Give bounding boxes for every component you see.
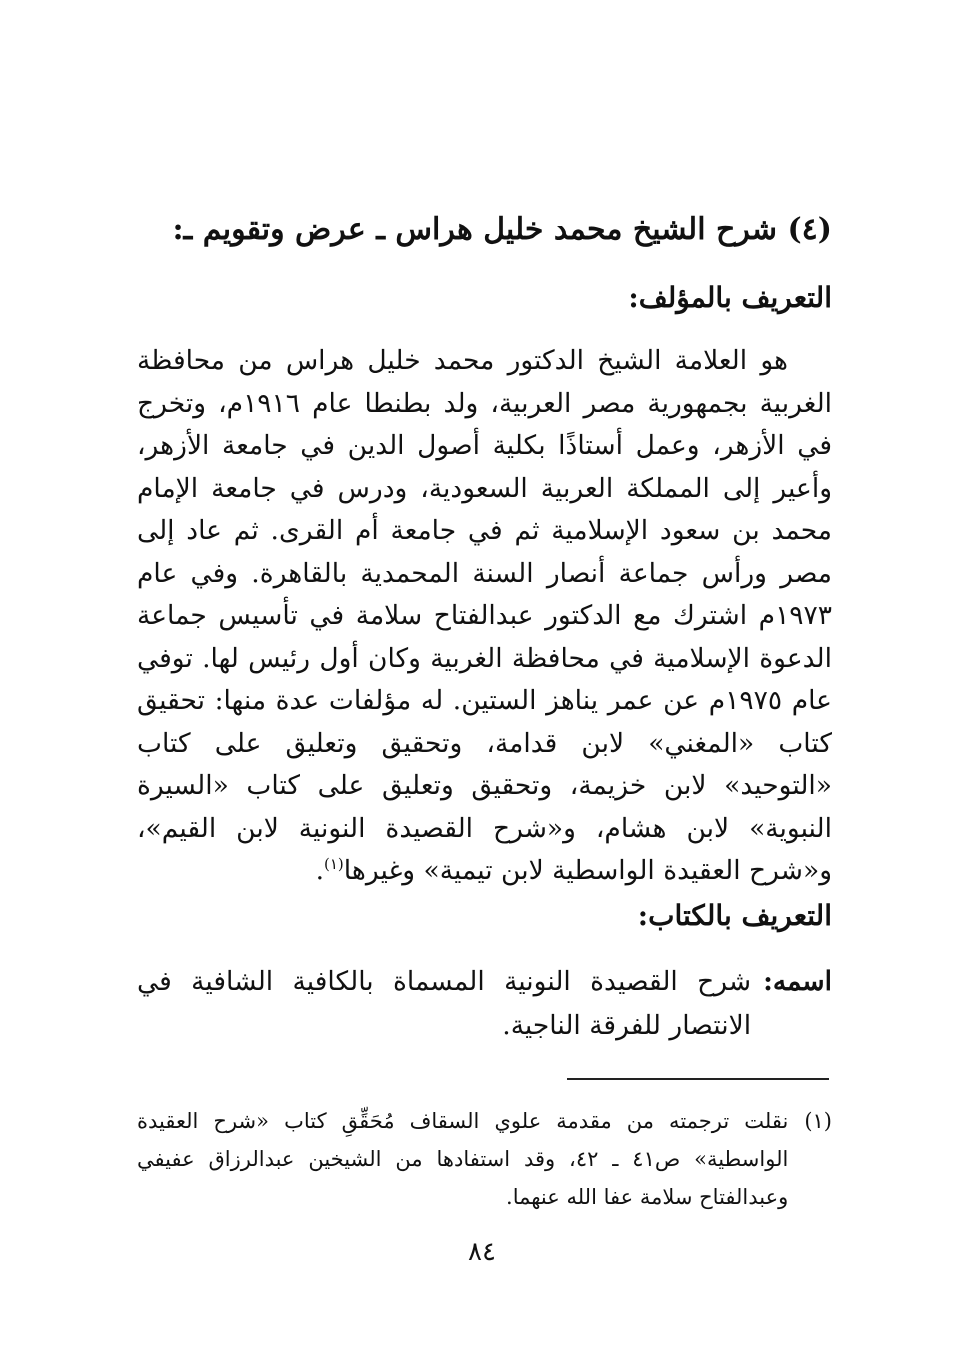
footnote-text: نقلت ترجمته من مقدمة علوي السقاف مُحَقِّقِ كتاب «شرح العقيدة الواسطية» ص٤١ ـ ٤٢، وقد استفادها من الشيخين عبدالرزاق عفيفي وعبدالفتاح سلامة عفا الله عنهما. — [137, 1109, 789, 1209]
author-heading: التعريف بالمؤلف: — [628, 281, 832, 314]
footnote-number: (١) — [804, 1109, 832, 1133]
author-bio-end: . — [315, 855, 324, 886]
book-name-value: شرح القصيدة النونية المسماة بالكافية الشافية في الانتصار للفرقة الناجية. — [137, 966, 752, 1041]
author-bio-text: هو العلامة الشيخ الدكتور محمد خليل هراس من محافظة الغربية بجمهورية مصر العربية، ولد بطنطا عام ١٩١٦م، وتخرج في الأزهر، وعمل أستاذًا بكلية أصول الدين في جامعة الأزهر، وأعير إلى المملكة العربية السعودية، ودرس في جامعة الإمام محمد بن سعود الإسلامية ثم في جامعة أم القرى. ثم عاد إلى مصر ورأس جماعة أنصار السنة المحمدية بالقاهرة. وفي عام ١٩٧٣م اشترك مع الدكتور عبدالفتاح سلامة في تأسيس جماعة الدعوة الإسلامية في محافظة الغربية وكان أول رئيس لها. توفي عام ١٩٧٥م عن عمر يناهز الستين. له مؤلفات عدة منها: تحقيق كتاب «المغني» لابن قدامة، وتحقيق وتعليق على كتاب «التوحيد» لابن خزيمة، وتحقيق وتعليق على كتاب «السيرة النبوية» لابن هشام، و«شرح القصيدة النونية لابن القيم»، و«شرح العقيدة الواسطية لابن تيمية» وغيرها — [137, 345, 833, 886]
book-name-row — [137, 960, 832, 1048]
book-name-label: اسمه: — [763, 966, 832, 997]
footnote-reference: (١) — [324, 855, 344, 874]
book-heading: التعريف بالكتاب: — [637, 899, 832, 932]
footnote-divider — [567, 1078, 829, 1080]
footnote — [137, 1102, 832, 1216]
section-title: (٤) شرح الشيخ محمد خليل هراس ـ عرض وتقويم ـ: — [172, 212, 832, 247]
page-number: ٨٤ — [468, 1237, 496, 1267]
author-bio — [137, 340, 832, 893]
